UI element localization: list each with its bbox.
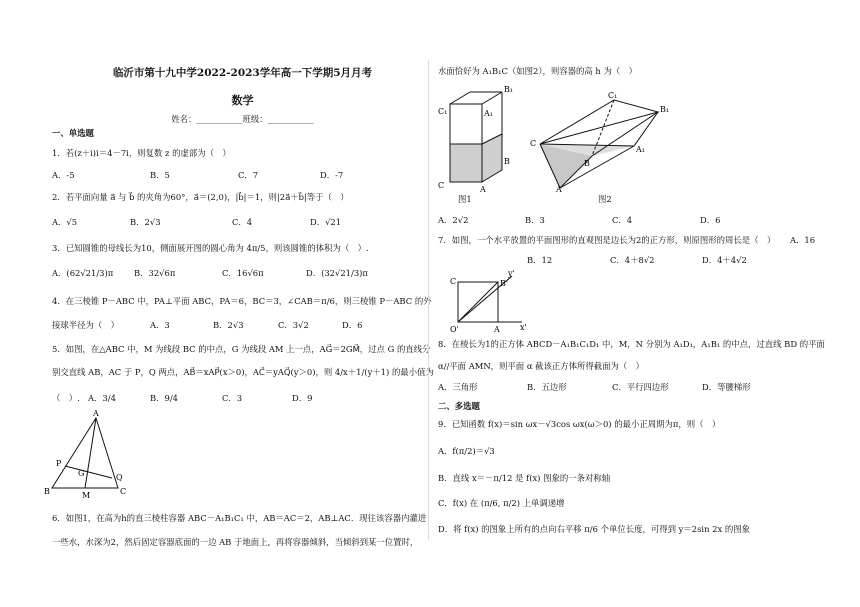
- q8-option-d: D．等腰梯形: [702, 382, 751, 392]
- q7-option-c: C．4＋8√2: [610, 255, 655, 265]
- sq-label-x: x': [520, 323, 527, 332]
- label-b: B: [44, 487, 50, 496]
- question-6-line2: 一些水，水深为2，然后固定容器底面的一边 AB 于地面上，再将容器倾斜，当倾斜到某一位置时，: [52, 537, 419, 547]
- q9-option-b: B．直线 x＝－π/12 是 f(x) 图象的一条对称轴: [438, 473, 611, 483]
- question-2: 2．若平面向量 a⃗ 与 b⃗ 的夹角为60°，a⃗＝(2,0)，|b⃗|＝1，则|2a⃗＋b⃗|等于（ ）: [52, 192, 349, 202]
- fig1-label-b: B: [504, 157, 510, 166]
- fig2-label-c1: C₁: [608, 91, 618, 100]
- q7-option-b: B．12: [527, 255, 553, 265]
- figure-1-caption: 图1: [458, 194, 472, 204]
- label-q: Q: [116, 473, 123, 482]
- question-6-line3: 水面恰好为 A₁B₁C（如图2），则容器的高 h 为（ ）: [438, 66, 637, 76]
- fig2-label-b: B: [584, 159, 590, 168]
- question-5-line1: 5．如图，在△ABC 中，M 为线段 BC 的中点，G 为线段 AM 上一点，AG⃗＝2GM⃗，过点 G 的直线分: [52, 344, 431, 354]
- question-9: 9．已知函数 f(x)＝sin ωx－√3cos ωx(ω＞0) 的最小正周期为π，则（ ）: [438, 419, 721, 429]
- label-m: M: [82, 491, 91, 500]
- fig2-label-a: A: [556, 185, 562, 193]
- sq-label-a: A: [494, 325, 500, 334]
- q8-option-c: C．平行四边形: [612, 382, 669, 392]
- q8-option-b: B．五边形: [527, 382, 567, 392]
- q9-option-d: D．将 f(x) 的图象上所有的点向右平移 π/6 个单位长度，可得到 y＝2sin 2x 的图象: [438, 524, 750, 534]
- column-divider: [428, 60, 429, 540]
- prism-figure-2: [530, 88, 680, 193]
- question-4-line2: 接球半径为（ ）: [52, 320, 119, 330]
- subject-heading: 数学: [231, 94, 254, 107]
- question-8-line1: 8．在棱长为1的正方体 ABCD－A₁B₁C₁D₁ 中，M，N 分别为 A₁D₁，A₁B₁ 的中点，过直线 BD 的平面: [438, 339, 825, 349]
- question-3: 3．已知圆锥的母线长为10，侧面展开图的圆心角为 4π/5，则该圆锥的体积为（ ）.: [52, 243, 369, 253]
- q4-option-a: A．3: [150, 320, 170, 330]
- q2-option-d: D．√21: [310, 217, 342, 227]
- q5-option-d: D．9: [292, 393, 313, 403]
- figure-2-caption: 图2: [598, 194, 612, 204]
- q4-option-b: B．2√3: [213, 320, 244, 330]
- q3-option-c: C．16√6π: [222, 268, 264, 278]
- q3-option-a: A．(62√21/3)π: [52, 268, 114, 278]
- q4-option-d: D．6: [342, 320, 363, 330]
- sq-label-y: y': [508, 269, 515, 278]
- fig2-label-b1: B₁: [660, 105, 670, 114]
- q5-option-c: C．3: [222, 393, 243, 403]
- fig1-label-c: C: [438, 181, 445, 190]
- question-5-line3: （ ）.: [52, 393, 80, 403]
- fig1-label-b1: B₁: [504, 85, 514, 94]
- question-4-line1: 4．在三棱锥 P－ABC 中，PA⊥平面 ABC，PA＝6，BC＝3，∠CAB＝π/6，则三棱锥 P－ABC 的外: [52, 296, 432, 306]
- triangle-figure: [40, 408, 140, 500]
- q2-option-c: C．4: [232, 217, 253, 227]
- section-multiple-choice: 二、多选题: [438, 401, 480, 411]
- q5-option-b: B．9/4: [150, 393, 179, 403]
- q1-option-b: B．5: [150, 170, 170, 180]
- q9-option-c: C．f(x) 在 (π/6, π/2) 上单调递增: [438, 498, 565, 508]
- question-7: 7．如图，一个水平放置的平面图形的直观图是边长为2的正方形，则原图形的周长是（ ）: [438, 235, 776, 245]
- q1-option-d: D．-7: [320, 170, 344, 180]
- sq-label-b: B': [500, 279, 509, 288]
- fig2-label-c: C: [530, 139, 537, 148]
- q6-option-a: A．2√2: [438, 215, 469, 225]
- q7-option-d: D．4＋4√2: [702, 255, 747, 265]
- q1-option-c: C．7: [238, 170, 259, 180]
- q2-option-a: A．√5: [52, 217, 78, 227]
- q8-option-a: A．三角形: [438, 382, 478, 392]
- q1-option-a: A．-5: [52, 170, 75, 180]
- q9-option-a: A．f(π/2)＝√3: [438, 446, 495, 456]
- q2-option-b: B．2√3: [130, 217, 161, 227]
- label-p: P: [56, 459, 62, 468]
- prism-figure-1: [432, 82, 522, 207]
- q6-option-c: C．4: [612, 215, 633, 225]
- label-g: G: [78, 469, 85, 478]
- section-single-choice: 一、单选题: [52, 128, 94, 138]
- question-6-line1: 6．如图1，在高为h的直三棱柱容器 ABC－A₁B₁C₁ 中，AB＝AC＝2，AB⊥AC．现往该容器内灌进: [52, 513, 427, 523]
- question-5-line2: 别交直线 AB，AC 于 P，Q 两点，AB⃗＝xAP⃗(x＞0)，AC⃗＝yAQ⃗(y＞0)，则 4/x＋1/(y＋1) 的最小值为: [52, 367, 434, 377]
- student-info-line: 姓名：___________班级：___________: [171, 114, 314, 124]
- question-8-line2: α//平面 AMN，则平面 α 截该正方体所得截面为（ ）: [438, 361, 645, 371]
- label-c: C: [120, 487, 127, 496]
- square-diagram: [440, 268, 530, 334]
- page-title: 临沂市第十九中学2022-2023学年高一下学期5月月考: [112, 67, 373, 79]
- q6-option-d: D．6: [700, 215, 721, 225]
- fig1-label-a1: A₁: [484, 109, 493, 118]
- q4-option-c: C．3√2: [278, 320, 309, 330]
- question-1: 1．若(z＋i)i＝4－7i，则复数 z 的虚部为（ ）: [52, 148, 231, 158]
- q7-option-a: A．16: [790, 235, 816, 245]
- q5-option-a: A．3/4: [88, 393, 116, 403]
- fig2-label-a1: A₁: [636, 145, 645, 154]
- sq-label-c: C: [450, 277, 457, 286]
- fig1-label-c1: C₁: [438, 107, 448, 116]
- sq-label-o: O': [450, 325, 459, 334]
- q3-option-d: D．(32√21/3)π: [306, 268, 368, 278]
- q6-option-b: B．3: [525, 215, 545, 225]
- fig1-label-a: A: [480, 185, 486, 194]
- q3-option-b: B．32√6π: [134, 268, 176, 278]
- label-a: A: [93, 409, 99, 418]
